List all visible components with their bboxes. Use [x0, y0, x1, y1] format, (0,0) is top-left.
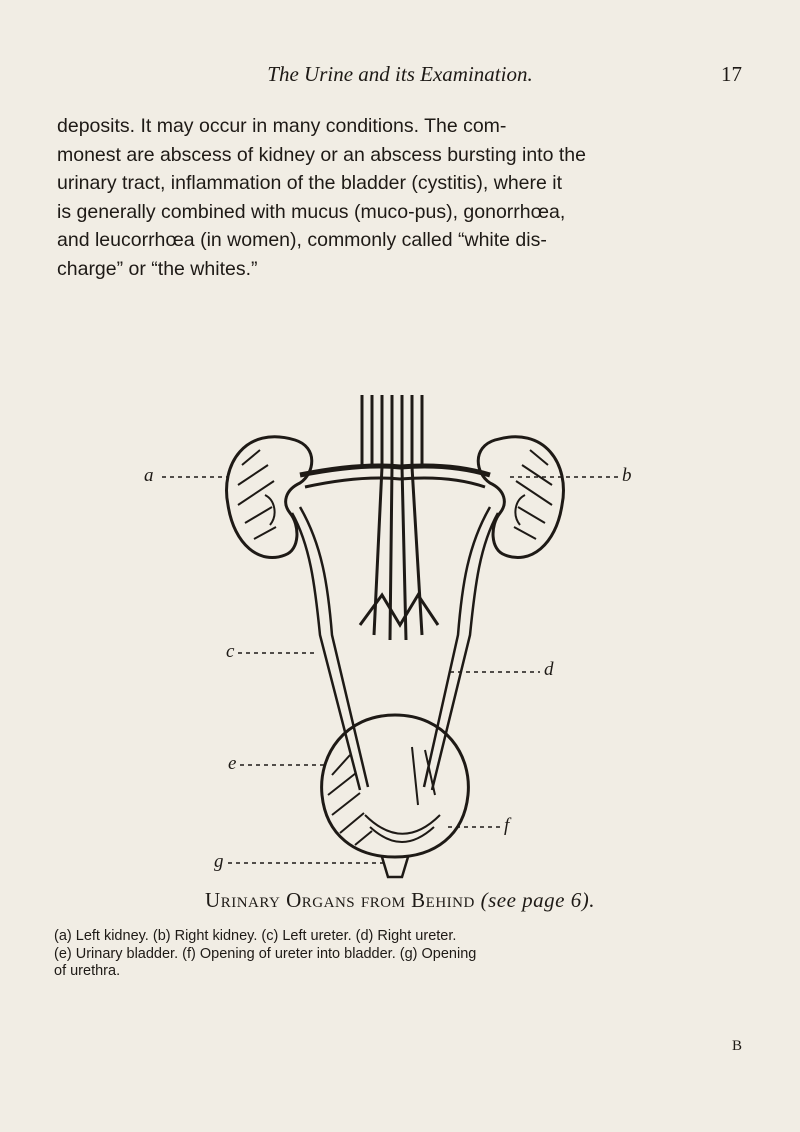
- aorta-vessel: [362, 395, 422, 467]
- label-a: a: [144, 465, 154, 486]
- lower-vessels: [374, 467, 422, 640]
- caption-title-text: Urinary Organs from Behind: [205, 888, 475, 912]
- text-line: and leucorrhœa (in women), commonly called “white dis-: [57, 229, 547, 251]
- body-paragraph: [57, 112, 747, 283]
- running-title: The Urine and its Examination.: [267, 62, 533, 86]
- label-g: g: [214, 851, 224, 872]
- legend-line: (a) Left kidney. (b) Right kidney. (c) Left ureter. (d) Right ureter.: [54, 928, 457, 944]
- label-e: e: [228, 753, 237, 774]
- urethra-opening: [382, 857, 408, 877]
- right-ureter: [432, 513, 498, 790]
- legend-line: (e) Urinary bladder. (f) Opening of ureter into bladder. (g) Opening: [54, 945, 477, 962]
- text-line: monest are abscess of kidney or an abscess bursting into the: [57, 143, 586, 166]
- text-line: deposits. It may occur in many conditions. The com-: [57, 115, 507, 137]
- page-number: 17: [721, 62, 742, 86]
- label-f: f: [504, 815, 510, 836]
- text-line: charge” or “the whites.”: [57, 257, 258, 280]
- figure-legend: [54, 928, 752, 981]
- page-header: [0, 62, 800, 92]
- label-d: d: [544, 659, 554, 680]
- signature-mark: B: [731, 1038, 742, 1054]
- text-line: is generally combined with mucus (muco-pus), gonorrhœa,: [57, 200, 566, 223]
- vessel-branches: [300, 466, 490, 475]
- label-b: b: [622, 465, 632, 486]
- left-ureter: [292, 513, 360, 790]
- text-line: urinary tract, inflammation of the bladder (cystitis), where it: [57, 172, 563, 194]
- legend-line: of urethra.: [54, 963, 121, 979]
- urinary-organs-illustration: [144, 395, 650, 880]
- anatomy-drawing: [150, 395, 650, 880]
- urinary-bladder: [322, 715, 469, 857]
- caption-page-reference: (see page 6).: [480, 888, 595, 912]
- label-c: c: [226, 641, 235, 662]
- figure-caption-title: [0, 888, 800, 913]
